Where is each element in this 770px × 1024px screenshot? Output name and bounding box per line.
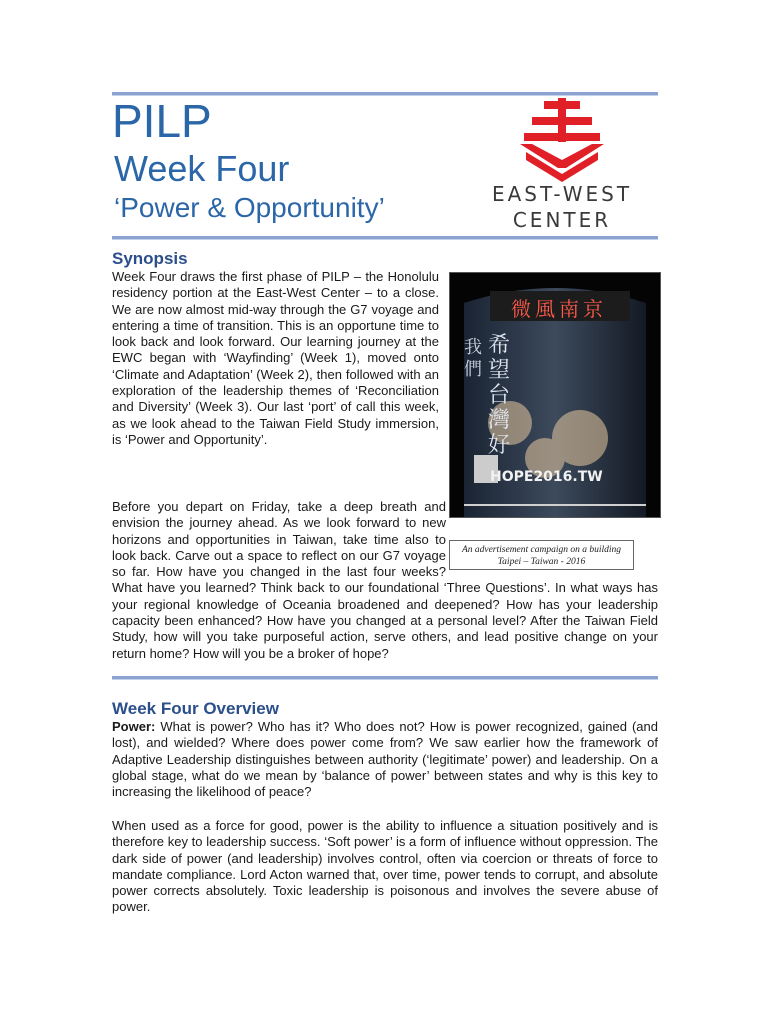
week-title: Week Four (114, 148, 290, 189)
overview-heading: Week Four Overview (112, 699, 279, 718)
week-theme: ‘Power & Opportunity’ (114, 192, 385, 223)
overview-paragraph-1 (112, 719, 658, 800)
logo-text-east-west: EAST-WEST (491, 182, 633, 206)
logo-text-center: CENTER (512, 208, 612, 232)
synopsis-paragraph-2 (112, 499, 658, 662)
east-west-center-emblem (520, 98, 604, 182)
photo-caption-line-1: An advertisement campaign on a building (461, 545, 622, 555)
synopsis-heading: Synopsis (112, 249, 188, 268)
building-vertical-text-main: 希望台灣好 (488, 333, 511, 458)
overview-paragraph-2: When used as a force for good, power is the ability to influence a situation positively and is therefore key to leadership success. ‘Soft power’ is a form of influence without oppression. The dark side of power (and leadership) involves control, often via coercion or threats of force to mandate compliance. Lord Acton warned that, over time, power tends to corrupt, and absolute power corrects absolutely. Toxic leadership is poisonous and involves the severe abuse of power. (112, 818, 658, 915)
section-divider (112, 676, 658, 679)
synopsis-paragraph-1: Week Four draws the first phase of PILP – the Honolulu residency portion at the East-West Center – to a close. We are now almost mid-way through the G7 voyage and entering a time of transition. This is an opportune time to look back and look forward. Our learning journey at the EWC began with ‘Wayfinding’ (Week 1), moved onto ‘Climate and Adaptation’ (Week 2), then followed with an exploration of the leadership themes of ‘Reconciliation and Diversity’ (Week 3). Our last ‘port’ of call this week, as we look ahead to the Taiwan Field Study immersion, is ‘Power and Opportunity’. (112, 269, 439, 447)
header-divider (112, 236, 658, 239)
overview-paragraph-1-text: What is power? Who has it? Who does not? How is power recognized, gained (and lost), and wielded? Where does power come from? We saw earlier how the framework of Adaptive Leadership distinguishes between authority (‘legitimate’ power) and leadership. On a global stage, what do we mean by ‘balance of power’ between states and why is this key to increasing the likelihood of peace? (112, 719, 658, 800)
caption-wrap-spacer (446, 499, 658, 571)
building-sign-text: 微風南京 (511, 297, 607, 321)
building-banner-text: HOPE2016.TW (490, 469, 603, 485)
synopsis-paragraph-2-text: Before you depart on Friday, take a deep breath and envision the journey ahead. As we look forward to new horizons and opportunities in Taiwan, take time also to look back. Carve out a space to reflect on our G7 voyage so far. How have you changed in the last four weeks? What have you learned? Think back to our foundational ‘Three Questions’. In what ways has your regional knowledge of Oceania broadened and deepened? How has your leadership capacity been enhanced? How have you changed at a personal level? After the Taiwan Field Study, how will you take purposeful action, serve others, and lead positive change on your return home? How will you be a broker of hope? (112, 499, 658, 661)
power-label: Power: (112, 719, 156, 734)
program-title: PILP (112, 95, 212, 147)
photo-caption-line-2: Taipei – Taiwan - 2016 (497, 557, 586, 567)
building-vertical-text-left: 我們 (464, 337, 482, 380)
building-photo (449, 272, 661, 518)
